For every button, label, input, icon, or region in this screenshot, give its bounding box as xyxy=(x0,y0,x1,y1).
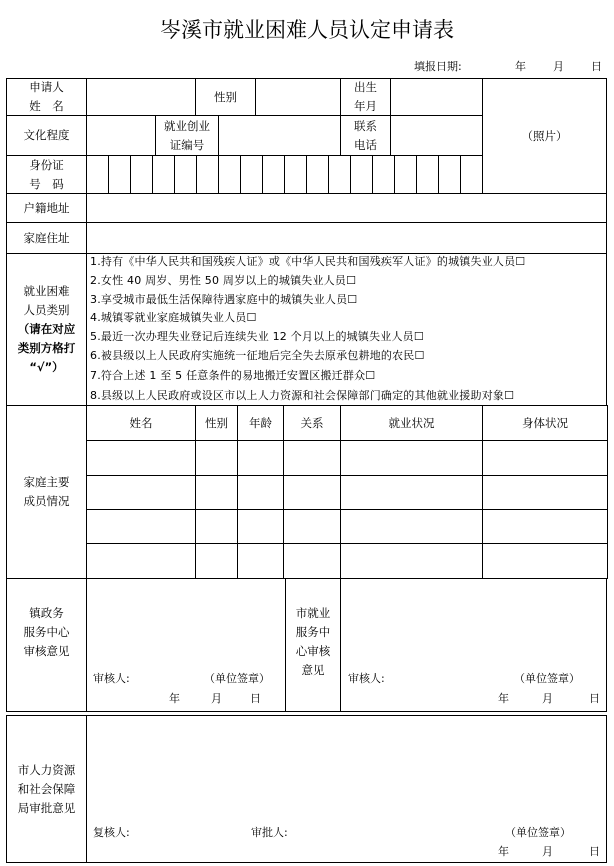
page-title: 岑溪市就业困难人员认定申请表 xyxy=(160,18,454,42)
town-month: 月 xyxy=(211,692,222,705)
id-digit-cell[interactable] xyxy=(196,155,219,194)
bureau-label: 市人力资源 和社会保障 局审批意见 xyxy=(6,715,87,863)
id-digit-cell[interactable] xyxy=(306,155,329,194)
id-digit-cell[interactable] xyxy=(218,155,241,194)
bureau-checker: 复核人: xyxy=(93,826,130,839)
town-year: 年 xyxy=(169,692,180,705)
category-option-3[interactable]: 3.享受城市最低生活保障待遇家庭中的城镇失业人员☐ xyxy=(90,292,358,306)
fill-date-year: 年 xyxy=(515,60,526,73)
category-option-5[interactable]: 5.最近一次办理失业登记后连续失业 12 个月以上的城镇失业人员☐ xyxy=(90,330,424,344)
category-option-8[interactable]: 8.县级以上人民政府或设区市以上人力资源和社会保障部门确定的其他就业援助对象☐ xyxy=(90,388,515,402)
family-header-cell: 关系 xyxy=(283,405,341,441)
city-year: 年 xyxy=(498,692,509,705)
id-digit-cell[interactable] xyxy=(284,155,307,194)
bureau-month: 月 xyxy=(542,845,553,858)
id-digit-cell[interactable] xyxy=(130,155,153,194)
family-member-cell[interactable] xyxy=(482,543,608,579)
family-header-cell: 年龄 xyxy=(237,405,284,441)
id-digit-cell[interactable] xyxy=(328,155,351,194)
birth-label: 出生 年月 xyxy=(340,78,391,116)
family-header-cell: 身体状况 xyxy=(482,405,608,441)
cert-label: 就业创业 证编号 xyxy=(155,115,219,156)
family-member-cell[interactable] xyxy=(195,543,238,579)
town-reviewer: 审核人: xyxy=(93,672,130,685)
city-review-field[interactable] xyxy=(340,578,607,712)
town-seal: （单位签章） xyxy=(204,672,270,685)
family-member-cell[interactable] xyxy=(195,475,238,510)
phone-label: 联系 电话 xyxy=(340,115,391,156)
photo-box[interactable]: （照片） xyxy=(482,78,607,194)
family-member-cell[interactable] xyxy=(237,543,284,579)
home-label: 家庭住址 xyxy=(6,222,87,254)
family-header-cell: 就业状况 xyxy=(340,405,483,441)
id-label: 身份证 号 码 xyxy=(6,155,87,194)
double-line-divider xyxy=(6,711,607,712)
category-list xyxy=(90,253,525,406)
family-member-cell[interactable] xyxy=(340,475,483,510)
city-reviewer: 审核人: xyxy=(348,672,385,685)
id-digit-cell[interactable] xyxy=(438,155,461,194)
family-member-cell[interactable] xyxy=(195,509,238,544)
id-digit-cell[interactable] xyxy=(460,155,483,194)
family-member-cell[interactable] xyxy=(283,475,341,510)
family-member-cell[interactable] xyxy=(482,509,608,544)
id-digit-cell[interactable] xyxy=(350,155,373,194)
category-option-2[interactable]: 2.女性 40 周岁、男性 50 周岁以上的城镇失业人员☐ xyxy=(90,273,357,287)
bureau-seal: （单位签章） xyxy=(505,826,571,839)
family-member-cell[interactable] xyxy=(86,440,196,476)
family-member-cell[interactable] xyxy=(237,509,284,544)
category-option-4[interactable]: 4.城镇零就业家庭城镇失业人员☐ xyxy=(90,311,257,325)
family-member-cell[interactable] xyxy=(340,509,483,544)
family-label: 家庭主要 成员情况 xyxy=(6,405,87,579)
category-note: （请在对应 类别方格打 “√”） xyxy=(17,322,76,374)
city-month: 月 xyxy=(542,692,553,705)
category-option-6[interactable]: 6.被县级以上人民政府实施统一征地后完全失去原承包耕地的农民☐ xyxy=(90,348,425,362)
id-digit-cell[interactable] xyxy=(416,155,439,194)
id-digit-cell[interactable] xyxy=(86,155,109,194)
city-seal: （单位签章） xyxy=(514,672,580,685)
phone-field[interactable] xyxy=(390,115,483,156)
city-day: 日 xyxy=(589,692,600,705)
city-review-label: 市就业 服务中 心审核 意见 xyxy=(285,578,341,712)
category-label: 就业困难 人员类别 xyxy=(23,284,70,317)
family-member-cell[interactable] xyxy=(283,509,341,544)
family-member-cell[interactable] xyxy=(283,440,341,476)
gender-field[interactable] xyxy=(255,78,341,116)
family-member-cell[interactable] xyxy=(237,440,284,476)
category-option-7[interactable]: 7.符合上述 1 至 5 任意条件的易地搬迁安置区搬迁群众☐ xyxy=(90,368,376,382)
bureau-year: 年 xyxy=(498,845,509,858)
home-field[interactable] xyxy=(86,222,607,254)
family-member-cell[interactable] xyxy=(482,440,608,476)
family-member-cell[interactable] xyxy=(482,475,608,510)
education-label: 文化程度 xyxy=(6,115,87,156)
id-digit-cell[interactable] xyxy=(262,155,285,194)
family-member-cell[interactable] xyxy=(283,543,341,579)
family-member-cell[interactable] xyxy=(340,543,483,579)
family-header-cell: 姓名 xyxy=(86,405,196,441)
family-member-cell[interactable] xyxy=(340,440,483,476)
birth-field[interactable] xyxy=(390,78,483,116)
fill-date-month: 月 xyxy=(553,60,564,73)
bureau-day: 日 xyxy=(589,845,600,858)
family-member-cell[interactable] xyxy=(86,475,196,510)
fill-date-label: 填报日期: xyxy=(414,60,462,73)
hukou-label: 户籍地址 xyxy=(6,193,87,223)
bureau-approver: 审批人: xyxy=(251,826,288,839)
family-member-cell[interactable] xyxy=(195,440,238,476)
id-digit-cell[interactable] xyxy=(372,155,395,194)
cert-field[interactable] xyxy=(218,115,341,156)
category-option-1[interactable]: 1.持有《中华人民共和国残疾人证》或《中华人民共和国残疾军人证》的城镇失业人员☐ xyxy=(90,255,526,268)
id-digit-cell[interactable] xyxy=(152,155,175,194)
hukou-field[interactable] xyxy=(86,193,607,223)
family-member-cell[interactable] xyxy=(86,543,196,579)
id-digit-cell[interactable] xyxy=(108,155,131,194)
id-digit-cell[interactable] xyxy=(174,155,197,194)
family-member-cell[interactable] xyxy=(86,509,196,544)
family-header-cell: 性别 xyxy=(195,405,238,441)
town-review-label: 镇政务 服务中心 审核意见 xyxy=(6,578,87,712)
education-field[interactable] xyxy=(86,115,156,156)
name-field[interactable] xyxy=(86,78,196,116)
family-member-cell[interactable] xyxy=(237,475,284,510)
town-day: 日 xyxy=(250,692,261,705)
gender-label: 性别 xyxy=(195,78,256,116)
fill-date-day: 日 xyxy=(591,60,602,73)
id-digit-cell[interactable] xyxy=(240,155,263,194)
id-digit-cell[interactable] xyxy=(394,155,417,194)
category-label-cell xyxy=(6,253,87,406)
name-label: 申请人 姓 名 xyxy=(6,78,87,116)
